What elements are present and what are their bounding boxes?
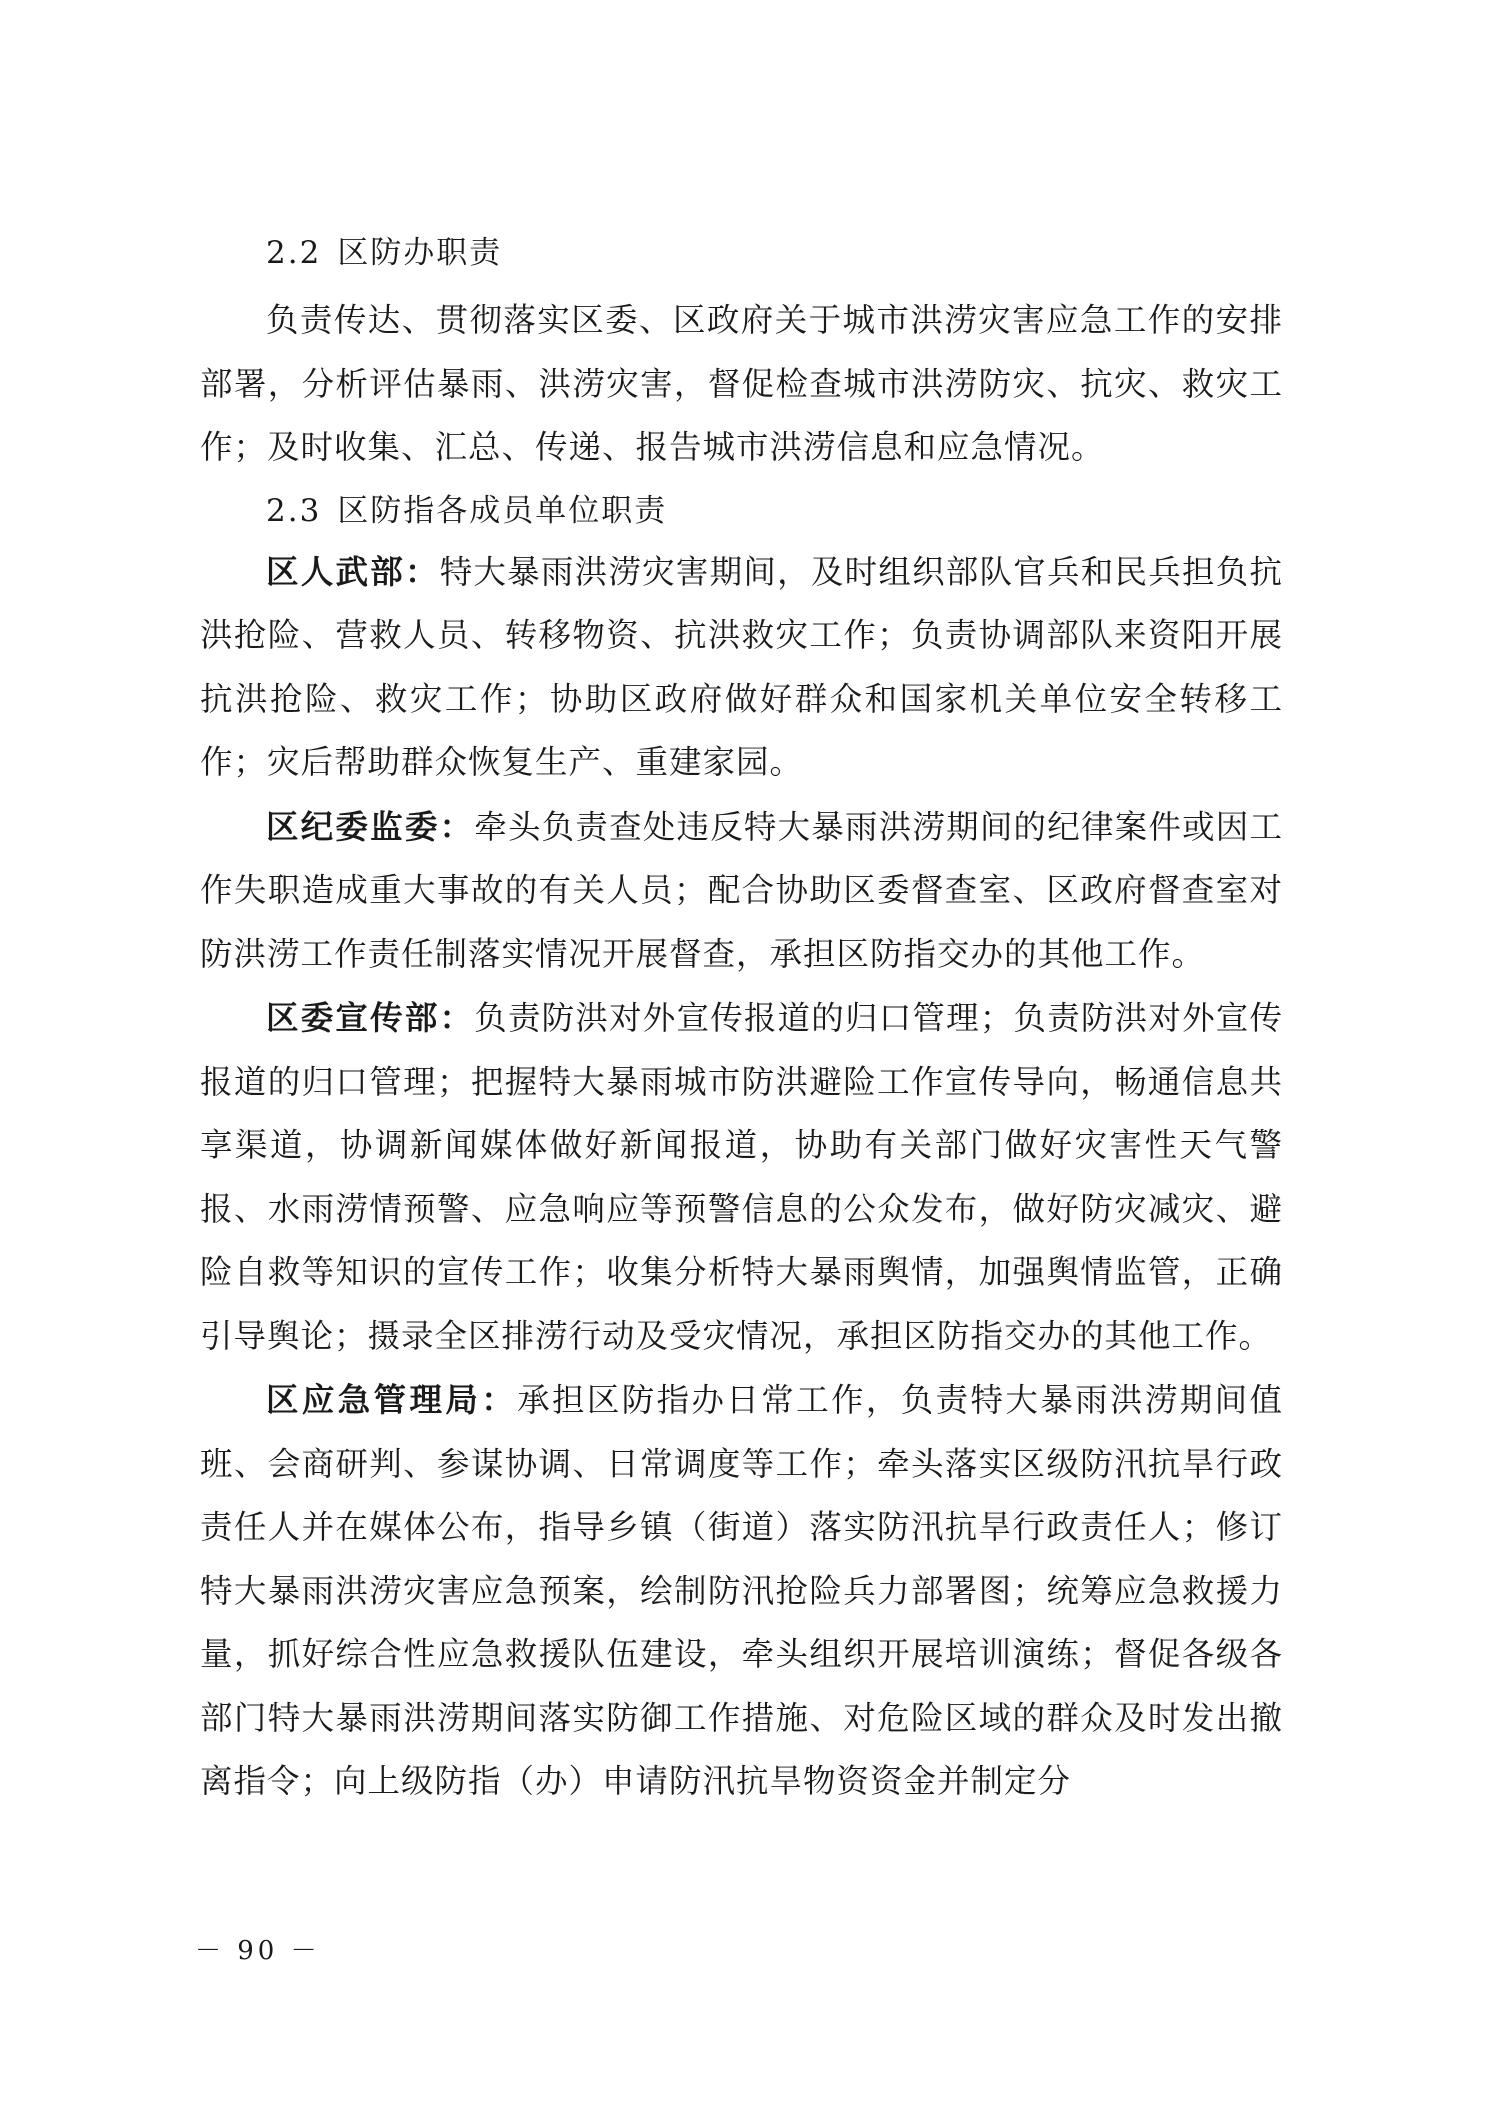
unit-name: 区应急管理局： [266, 1380, 518, 1419]
section-number: 2.3 [266, 492, 322, 529]
unit-name: 区人武部： [266, 551, 440, 591]
section-heading-2-3 [200, 486, 1283, 536]
section-number: 2.2 [266, 235, 322, 271]
unit-paragraph-discipline-commission [200, 795, 1283, 987]
unit-duties: 承担区防指办日常工作，负责特大暴雨洪涝期间值班、会商研判、参谋协调、日常调度等工作；牵头落实区级防汛抗旱行政责任人并在媒体公布，指导乡镇（街道）落实防汛抗旱行政责任人；修订特大暴雨洪涝灾害应急预案，绘制防汛抢险兵力部署图；统筹应急救援力量，抓好综合性应急救援队伍建设，牵头组织开展培训演练；督促各级各部门特大暴雨洪涝期间落实防御工作措施、对危险区域的群众及时发出撤离指令；向上级防指（办）申请防汛抗旱物资资金并制定分 [200, 1381, 1283, 1800]
unit-duties: 牵头负责查处违反特大暴雨洪涝期间的纪律案件或因工作失职造成重大事故的有关人员；配合协助区委督查室、区政府督查室对防洪涝工作责任制落实情况开展督查，承担区防指交办的其他工作。 [200, 807, 1283, 973]
unit-duties: 负责防洪对外宣传报道的归口管理；负责防洪对外宣传报道的归口管理；把握特大暴雨城市防洪避险工作宣传导向，畅通信息共享渠道，协调新闻媒体做好新闻报道，协助有关部门做好灾害性天气警报、水雨涝情预警、应急响应等预警信息的公众发布，做好防灾减灾、避险自救等知识的宣传工作；收集分析特大暴雨舆情，加强舆情监管，正确引导舆论；摄录全区排涝行动及受灾情况，承担区防指交办的其他工作。 [200, 999, 1283, 1355]
unit-paragraph-emergency-bureau [200, 1368, 1283, 1814]
page-number: － 90 － [195, 1936, 321, 1966]
unit-name: 区委宣传部： [266, 998, 475, 1037]
page-content [200, 228, 1283, 1814]
unit-duties: 特大暴雨洪涝灾害期间，及时组织部队官兵和民兵担负抗洪抢险、营救人员、转移物资、抗洪救灾工作；负责协调部队来资阳开展抗洪抢险、救灾工作；协助区政府做好群众和国家机关单位安全转移工作；灾后帮助群众恢复生产、重建家园。 [200, 552, 1283, 781]
unit-paragraph-armed-forces [200, 540, 1283, 795]
section-heading-2-2 [200, 228, 1283, 278]
unit-name: 区纪委监委： [266, 806, 475, 846]
unit-paragraph-publicity-department [200, 986, 1283, 1368]
section-2-2-body: 负责传达、贯彻落实区委、区政府关于城市洪涝灾害应急工作的安排部署，分析评估暴雨、洪涝灾害，督促检查城市洪涝防灾、抗灾、救灾工作；及时收集、汇总、传递、报告城市洪涝信息和应急情况。 [200, 301, 1283, 466]
section-title: 区防办职责 [337, 235, 503, 271]
section-title: 区防指各成员单位职责 [337, 492, 668, 529]
